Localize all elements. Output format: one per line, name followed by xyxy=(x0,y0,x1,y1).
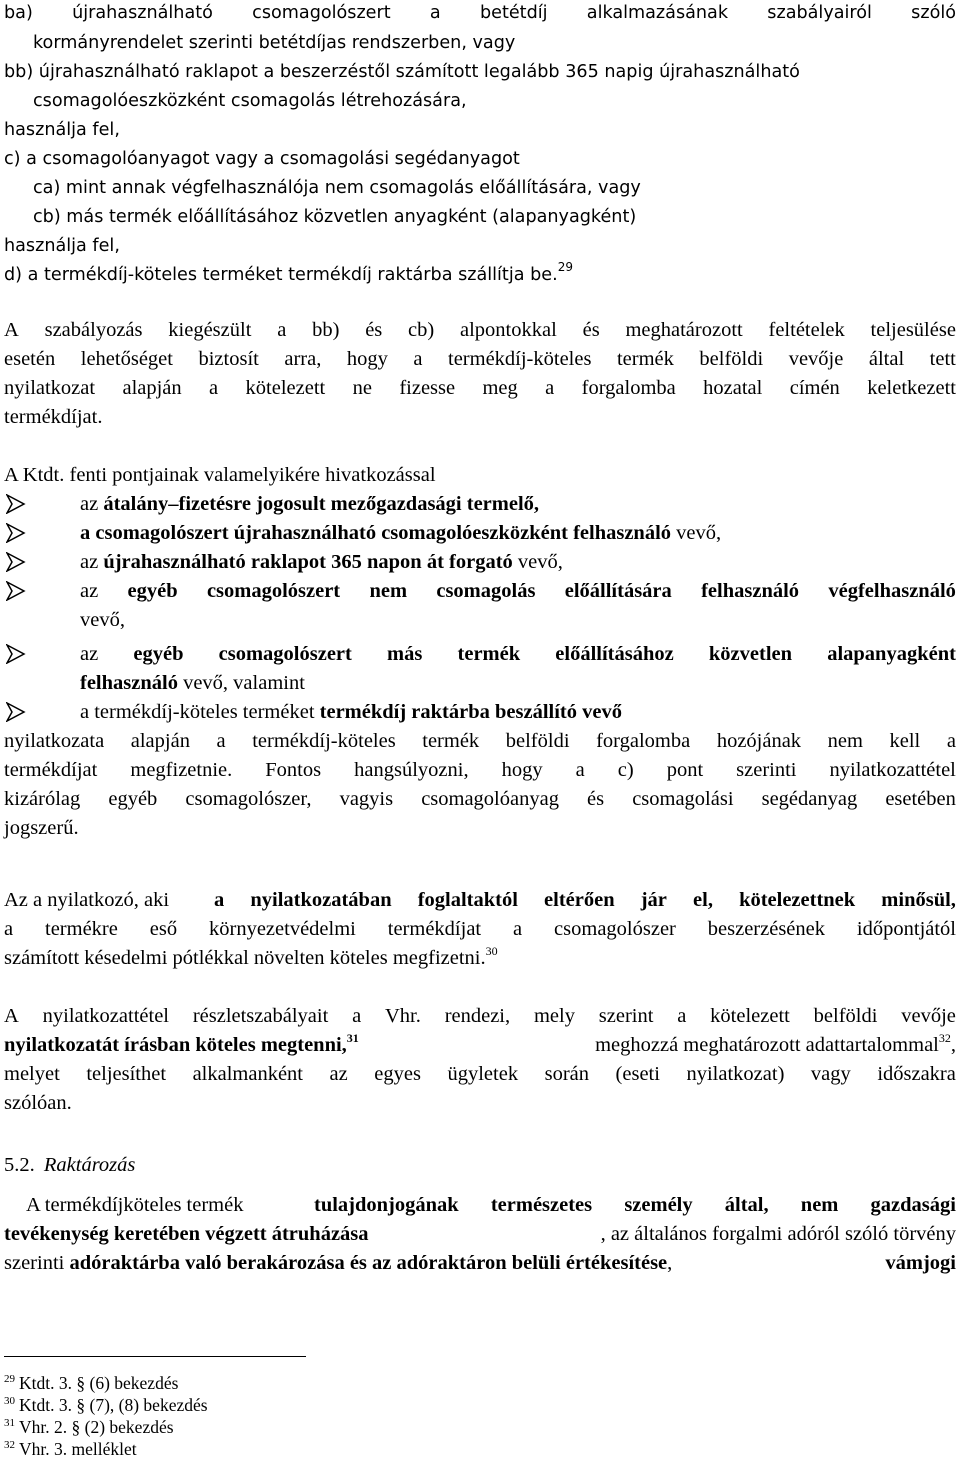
word: biztosít xyxy=(198,348,259,370)
word: hangsúlyozni, xyxy=(354,759,469,781)
word: termék xyxy=(457,643,521,665)
word: Vhr. xyxy=(385,1005,421,1027)
word: csomagolószert xyxy=(206,580,341,602)
word: a xyxy=(216,730,226,752)
word: kell xyxy=(889,730,921,752)
list-item-6-pre: a termékdíj-köteles terméket xyxy=(80,701,320,723)
word: kötelezett xyxy=(245,377,326,399)
item-ca: ca) mint annak végfelhasználója nem csomagolás előállítására, vagy xyxy=(33,178,641,198)
word: tett xyxy=(929,348,956,370)
word: mely xyxy=(533,1005,575,1027)
word: nyilatkozata xyxy=(4,730,105,752)
word: előállításához xyxy=(555,643,674,665)
word: során xyxy=(544,1063,590,1085)
hasznalja-fel-2: használja fel, xyxy=(4,236,120,256)
word: belföldi xyxy=(699,348,764,370)
word: egyéb xyxy=(108,788,158,810)
section-title: Raktározás xyxy=(43,1154,136,1176)
list-item-1-pre: az xyxy=(80,493,104,515)
para1-line3 xyxy=(4,375,956,401)
para3-line2-bold: nyilatkozatát írásban köteles megtenni, xyxy=(4,1034,347,1056)
word: által, xyxy=(724,1194,769,1216)
word: nem xyxy=(369,580,408,602)
word: c) xyxy=(617,759,634,781)
word: alpontokkal xyxy=(460,319,557,341)
word: hogy xyxy=(346,348,388,370)
footnote-text: Ktdt. 3. § (6) bekezdés xyxy=(19,1373,179,1393)
word: segédanyag xyxy=(761,788,858,810)
item-ba-line1 xyxy=(4,0,956,26)
para3-line2-post: meghozzá meghatározott adattartalommal xyxy=(595,1034,939,1056)
word: csomagolóanyag xyxy=(421,788,559,810)
para3-line1 xyxy=(4,1003,956,1029)
word: végfelhasználó xyxy=(828,580,956,602)
word: meg xyxy=(482,377,518,399)
word: A xyxy=(4,1005,19,1027)
word: az xyxy=(80,580,99,602)
word: alapján xyxy=(122,377,182,399)
word: a xyxy=(214,889,225,911)
word: (eseti xyxy=(615,1063,660,1085)
list-item-1-bold: átalány–fizetésre jogosult mezőgazdasági termelő, xyxy=(103,493,540,515)
word: részletszabályait xyxy=(192,1005,329,1027)
list-item-5-line2 xyxy=(80,670,960,696)
list-item-2-post: vevő, xyxy=(671,522,722,544)
footnote-number: 29 xyxy=(4,1373,15,1385)
arrow-bullet-icon xyxy=(6,644,26,664)
para1-line4: termékdíjat. xyxy=(4,406,103,428)
word: kiegészült xyxy=(168,319,252,341)
word: termék xyxy=(616,348,674,370)
word: tulajdonjogának xyxy=(314,1194,459,1216)
para4-line1-pre: A termékdíjköteles termék xyxy=(26,1194,244,1216)
footnote-29 xyxy=(4,1373,178,1394)
word: ne xyxy=(352,377,372,399)
list-item-3-post: vevő, xyxy=(512,551,563,573)
word: a xyxy=(209,377,219,399)
para3-line3 xyxy=(4,1061,956,1087)
word: minősül, xyxy=(881,889,956,911)
word: a xyxy=(513,918,523,940)
word: egyéb xyxy=(127,580,178,602)
word: kötelezett xyxy=(710,1005,790,1027)
word: fizesse xyxy=(399,377,456,399)
word: betétdíj xyxy=(479,3,548,23)
section-number: 5.2. xyxy=(4,1154,35,1176)
footnote-31 xyxy=(4,1417,174,1438)
para4-line3-pre: szerinti xyxy=(4,1252,70,1274)
word: eső xyxy=(149,918,178,940)
footnote-ref-31[interactable]: 31 xyxy=(346,1031,359,1045)
hasznalja-fel-1: használja fel, xyxy=(4,120,120,140)
word: egyes xyxy=(374,1063,421,1085)
word: hozatal xyxy=(703,377,763,399)
para2-line2 xyxy=(4,916,956,942)
word: nyilatkozat xyxy=(4,377,96,399)
word: szabályozás xyxy=(44,319,143,341)
list-after-line4: jogszerű. xyxy=(4,817,79,839)
word: nyilatkozattétel xyxy=(829,759,956,781)
word: alkalmanként xyxy=(192,1063,303,1085)
para4-line1-bold xyxy=(314,1192,956,1218)
word: és xyxy=(587,788,605,810)
word: termékdíjat xyxy=(4,759,98,781)
footnote-text: Vhr. 3. melléklet xyxy=(19,1439,137,1459)
word: rendezi, xyxy=(444,1005,511,1027)
word: nem xyxy=(800,1194,839,1216)
para4-line2-bold: tevékenység keretében végzett átruházása xyxy=(4,1223,369,1245)
word: a xyxy=(352,1005,362,1027)
word: a xyxy=(4,918,14,940)
word: hozójának xyxy=(716,730,802,752)
word: el, xyxy=(693,889,713,911)
word: az xyxy=(80,643,99,665)
list-item-3-bold: újrahasználható raklapot 365 napon át forgató xyxy=(103,551,513,573)
word: forgalomba xyxy=(596,730,691,752)
word: kizárólag xyxy=(4,788,81,810)
word: a xyxy=(946,730,956,752)
word: lehetőséget xyxy=(80,348,173,370)
list-item-2-bold: a csomagolószert újrahasználható csomagolóeszközként felhasználó xyxy=(80,522,672,544)
arrow-bullet-icon xyxy=(6,702,26,722)
para4-line3-mid: , xyxy=(667,1252,673,1274)
word: csomagolószer, xyxy=(185,788,312,810)
word: személy xyxy=(624,1194,693,1216)
word: időpontjától xyxy=(856,918,956,940)
word: forgalomba xyxy=(581,377,676,399)
word: termékdíj-köteles xyxy=(252,730,396,752)
arrow-bullet-icon xyxy=(6,581,26,601)
word: ba) xyxy=(4,3,33,23)
word: a xyxy=(277,319,287,341)
footnote-number: 32 xyxy=(4,1439,15,1451)
word: cb) xyxy=(408,319,435,341)
footnote-separator xyxy=(4,1356,306,1357)
word: időszakra xyxy=(877,1063,956,1085)
word: csomagolás xyxy=(436,580,536,602)
list-item-4-line1 xyxy=(80,578,956,604)
item-ba-line2: kormányrendelet szerinti betétdíjas rendszerben, vagy xyxy=(33,33,516,53)
item-cb: cb) más termék előállításához közvetlen anyagként (alapanyagként) xyxy=(33,207,637,227)
list-after-line1 xyxy=(4,728,956,754)
footnote-32 xyxy=(4,1439,137,1460)
word: teljesülése xyxy=(870,319,956,341)
footnote-text: Ktdt. 3. § (7), (8) bekezdés xyxy=(19,1395,208,1415)
word: az xyxy=(329,1063,348,1085)
word: A xyxy=(4,319,19,341)
word: vagy xyxy=(810,1063,851,1085)
para2-line1-pre: Az a nyilatkozó, aki xyxy=(4,889,170,911)
word: a xyxy=(545,377,555,399)
word: jár xyxy=(640,889,667,911)
word: által xyxy=(868,348,905,370)
word: gazdasági xyxy=(870,1194,956,1216)
para2-line1-bold xyxy=(214,887,956,913)
word: közvetlen xyxy=(708,643,793,665)
para3-line2-end: , xyxy=(950,1034,956,1056)
footnote-30 xyxy=(4,1395,208,1416)
list-intro: A Ktdt. fenti pontjainak valamelyikére hivatkozással xyxy=(4,464,436,486)
para3-line4: szólóan. xyxy=(4,1092,72,1114)
word: nyilatkozat) xyxy=(686,1063,785,1085)
word: bb) xyxy=(312,319,340,341)
item-d xyxy=(4,262,960,288)
word: eltérően xyxy=(544,889,615,911)
para4-line3-bold1: adóraktárba való berakározása és az adóraktáron belüli értékesítése xyxy=(69,1252,668,1274)
word: a xyxy=(413,348,423,370)
word: vevője xyxy=(901,1005,956,1027)
word: meghatározott xyxy=(625,319,743,341)
word: feltételek xyxy=(768,319,845,341)
word: megfizetnie. xyxy=(130,759,233,781)
footnote-ref-32[interactable]: 32 xyxy=(938,1031,951,1045)
footnote-number: 30 xyxy=(4,1395,15,1407)
word: és xyxy=(582,319,600,341)
list-item-5-cont-post: vevő, valamint xyxy=(177,672,305,694)
word: alapján xyxy=(130,730,190,752)
footnote-ref-29[interactable]: 29 xyxy=(557,260,573,274)
footnote-ref-30[interactable]: 30 xyxy=(485,944,498,958)
word: termékre xyxy=(45,918,118,940)
list-item-3-pre: az xyxy=(80,551,104,573)
word: és xyxy=(365,319,383,341)
word: vagyis xyxy=(339,788,394,810)
word: természetes xyxy=(490,1194,593,1216)
word: hogy xyxy=(501,759,543,781)
word: nem xyxy=(827,730,863,752)
word: termékdíj-köteles xyxy=(448,348,592,370)
word: nyilatkozattétel xyxy=(42,1005,169,1027)
word: szerinti xyxy=(736,759,797,781)
word: teljesíthet xyxy=(86,1063,167,1085)
word: esetében xyxy=(885,788,956,810)
arrow-bullet-icon xyxy=(6,552,26,572)
word: termék xyxy=(422,730,480,752)
word: keletkezett xyxy=(867,377,956,399)
word: esetén xyxy=(4,348,56,370)
item-d-text: d) a termékdíj-köteles terméket termékdíj raktárba szállítja be. xyxy=(4,265,558,285)
word: termékdíjat xyxy=(387,918,482,940)
word: csomagolószer xyxy=(554,918,676,940)
word: foglaltaktól xyxy=(417,889,518,911)
word: alkalmazásának xyxy=(586,3,729,23)
word: nyilatkozatában xyxy=(250,889,392,911)
para2-line3-text: számított késedelmi pótlékkal növelten köteles megfizetni. xyxy=(4,947,486,969)
list-after-line3 xyxy=(4,786,956,812)
word: alapanyagként xyxy=(827,643,956,665)
footnote-text: Vhr. 2. § (2) bekezdés xyxy=(19,1417,174,1437)
word: a xyxy=(677,1005,687,1027)
list-item-6-bold: termékdíj raktárba beszállító vevő xyxy=(319,701,622,723)
word: belföldi xyxy=(813,1005,878,1027)
list-after-line2 xyxy=(4,757,956,783)
word: szóló xyxy=(911,3,956,23)
word: címén xyxy=(789,377,840,399)
list-item-4-line2: vevő, xyxy=(80,609,125,631)
word: pont xyxy=(666,759,704,781)
arrow-bullet-icon xyxy=(6,523,26,543)
word: egyéb xyxy=(133,643,184,665)
para1-line1 xyxy=(4,317,956,343)
item-bb-line2: csomagolóeszközként csomagolás létrehozására, xyxy=(33,91,467,111)
word: belföldi xyxy=(505,730,570,752)
word: kötelezettnek xyxy=(739,889,856,911)
word: előállítására xyxy=(564,580,672,602)
list-item-5-line1 xyxy=(80,641,956,667)
para2-line3 xyxy=(4,945,960,971)
para4-line3-bold2: vámjogi xyxy=(885,1252,956,1274)
word: Fontos xyxy=(265,759,322,781)
arrow-bullet-icon xyxy=(6,494,26,514)
list-item-5-cont-bold: felhasználó xyxy=(80,672,178,694)
section-heading xyxy=(4,1152,960,1178)
word: szabályairól xyxy=(767,3,872,23)
word: szerint xyxy=(598,1005,654,1027)
para1-line2 xyxy=(4,346,956,372)
item-bb-line1: bb) újrahasználható raklapot a beszerzéstől számított legalább 365 napig újrahasználható xyxy=(4,62,800,82)
word: melyet xyxy=(4,1063,60,1085)
word: felhasználó xyxy=(701,580,800,602)
word: vevője xyxy=(788,348,844,370)
item-c: c) a csomagolóanyagot vagy a csomagolási segédanyagot xyxy=(4,149,520,169)
word: csomagolószert xyxy=(252,3,391,23)
word: környezetvédelmi xyxy=(209,918,356,940)
word: újrahasználható xyxy=(72,3,213,23)
word: csomagolószert xyxy=(218,643,352,665)
word: csomagolási xyxy=(632,788,734,810)
footnote-number: 31 xyxy=(4,1417,15,1429)
word: a xyxy=(429,3,441,23)
word: más xyxy=(387,643,423,665)
word: beszerzésének xyxy=(707,918,826,940)
word: ügyletek xyxy=(447,1063,519,1085)
word: a xyxy=(575,759,585,781)
word: arra, xyxy=(284,348,322,370)
para4-line2-post: , az általános forgalmi adóról szóló törvény xyxy=(600,1223,956,1245)
